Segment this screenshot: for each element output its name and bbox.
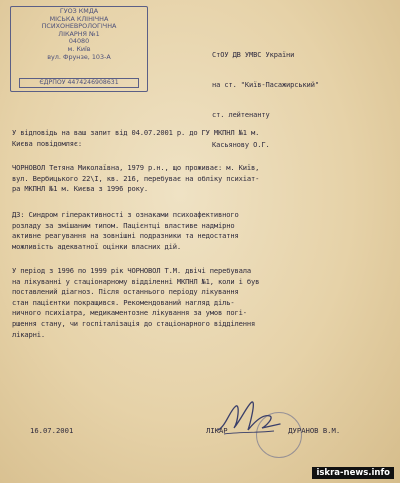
text-line: розладу за змішаним типом. Пацієнтці властиве надмірно: [12, 220, 235, 230]
doctor-signature-line: ЛІКАР ДУРАНОВ В.М.: [206, 426, 341, 435]
text-line: лікарні.: [12, 329, 45, 339]
text-line: ра МКПНЛ №1 м. Києва з 1996 року.: [12, 184, 148, 194]
text-line: Києва повідомляє:: [12, 138, 83, 148]
text-line: У період з 1996 по 1999 рік ЧОРНОВОЛ Т.М. двічі перебувала: [12, 266, 252, 275]
paragraph-patient: [12, 163, 392, 195]
text-line: У відповідь на ваш запит від 04.07.2001 р. до ГУ МКПНЛ №1 м.: [12, 128, 260, 137]
stamp-line: ГУОЗ КМДА: [59, 7, 99, 15]
letter-date: 16.07.2001: [30, 426, 74, 435]
text-line: активне реагування на зовнішні подразники та недостатня: [12, 231, 239, 241]
paragraph-history: [12, 266, 392, 340]
text-line: поставлений діагноз. Після останнього періоду лікування: [12, 287, 239, 297]
paragraph-diagnosis: [12, 210, 392, 252]
text-line: ничного психіатра, медикаментозне лікування за умов погі-: [12, 308, 247, 318]
addressee-line: СтОУ ДВ УМВС України: [212, 51, 295, 59]
text-line: на лікуванні у стаціонарному відділенні МКПНЛ №1, коли і був: [12, 276, 260, 286]
stamp-line: ЛІКАРНЯ №1: [58, 29, 100, 38]
text-line: ршення стану, чи госпіталізація до стаціонарного відділення: [12, 318, 256, 328]
stamp-line: 04080: [68, 37, 90, 46]
watermark: iskra-news.info: [312, 467, 394, 479]
addressee-line: на ст. "Київ-Пасажирський": [212, 81, 319, 89]
text-line: ЧОРНОВОЛ Тетяна Миколаївна, 1979 р.н., що проживає: м. Київ,: [12, 163, 260, 172]
stamp-code: ЄДРПОУ 4474246908631: [19, 78, 139, 88]
handwritten-signature: [214, 396, 284, 442]
text-line: можливість адекватної оцінки власних дій.: [12, 241, 181, 251]
stamp-line: м. Київ: [67, 44, 91, 53]
addressee-line: ст. лейтенанту: [212, 111, 270, 119]
addressee-line: Касьянову О.Г.: [212, 141, 270, 149]
stamp-line: вул. Фрунзе, 103-А: [47, 52, 111, 61]
paragraph-intro: [12, 128, 392, 149]
stamp-line: МІСЬКА КЛІНІЧНА: [49, 14, 109, 23]
stamp-line: ПСИХОНЕВРОЛОГІЧНА: [41, 22, 117, 31]
text-line: ДЗ: Синдром гіперактивності з ознаками психоафективного: [12, 210, 239, 219]
text-line: стан пацієнтки покращився. Рекомендований нагляд діль-: [12, 297, 235, 307]
hospital-stamp: [10, 6, 148, 92]
text-line: вул. Вербицького 22\І, кв. 216, перебуває на обліку психіат-: [12, 173, 260, 183]
